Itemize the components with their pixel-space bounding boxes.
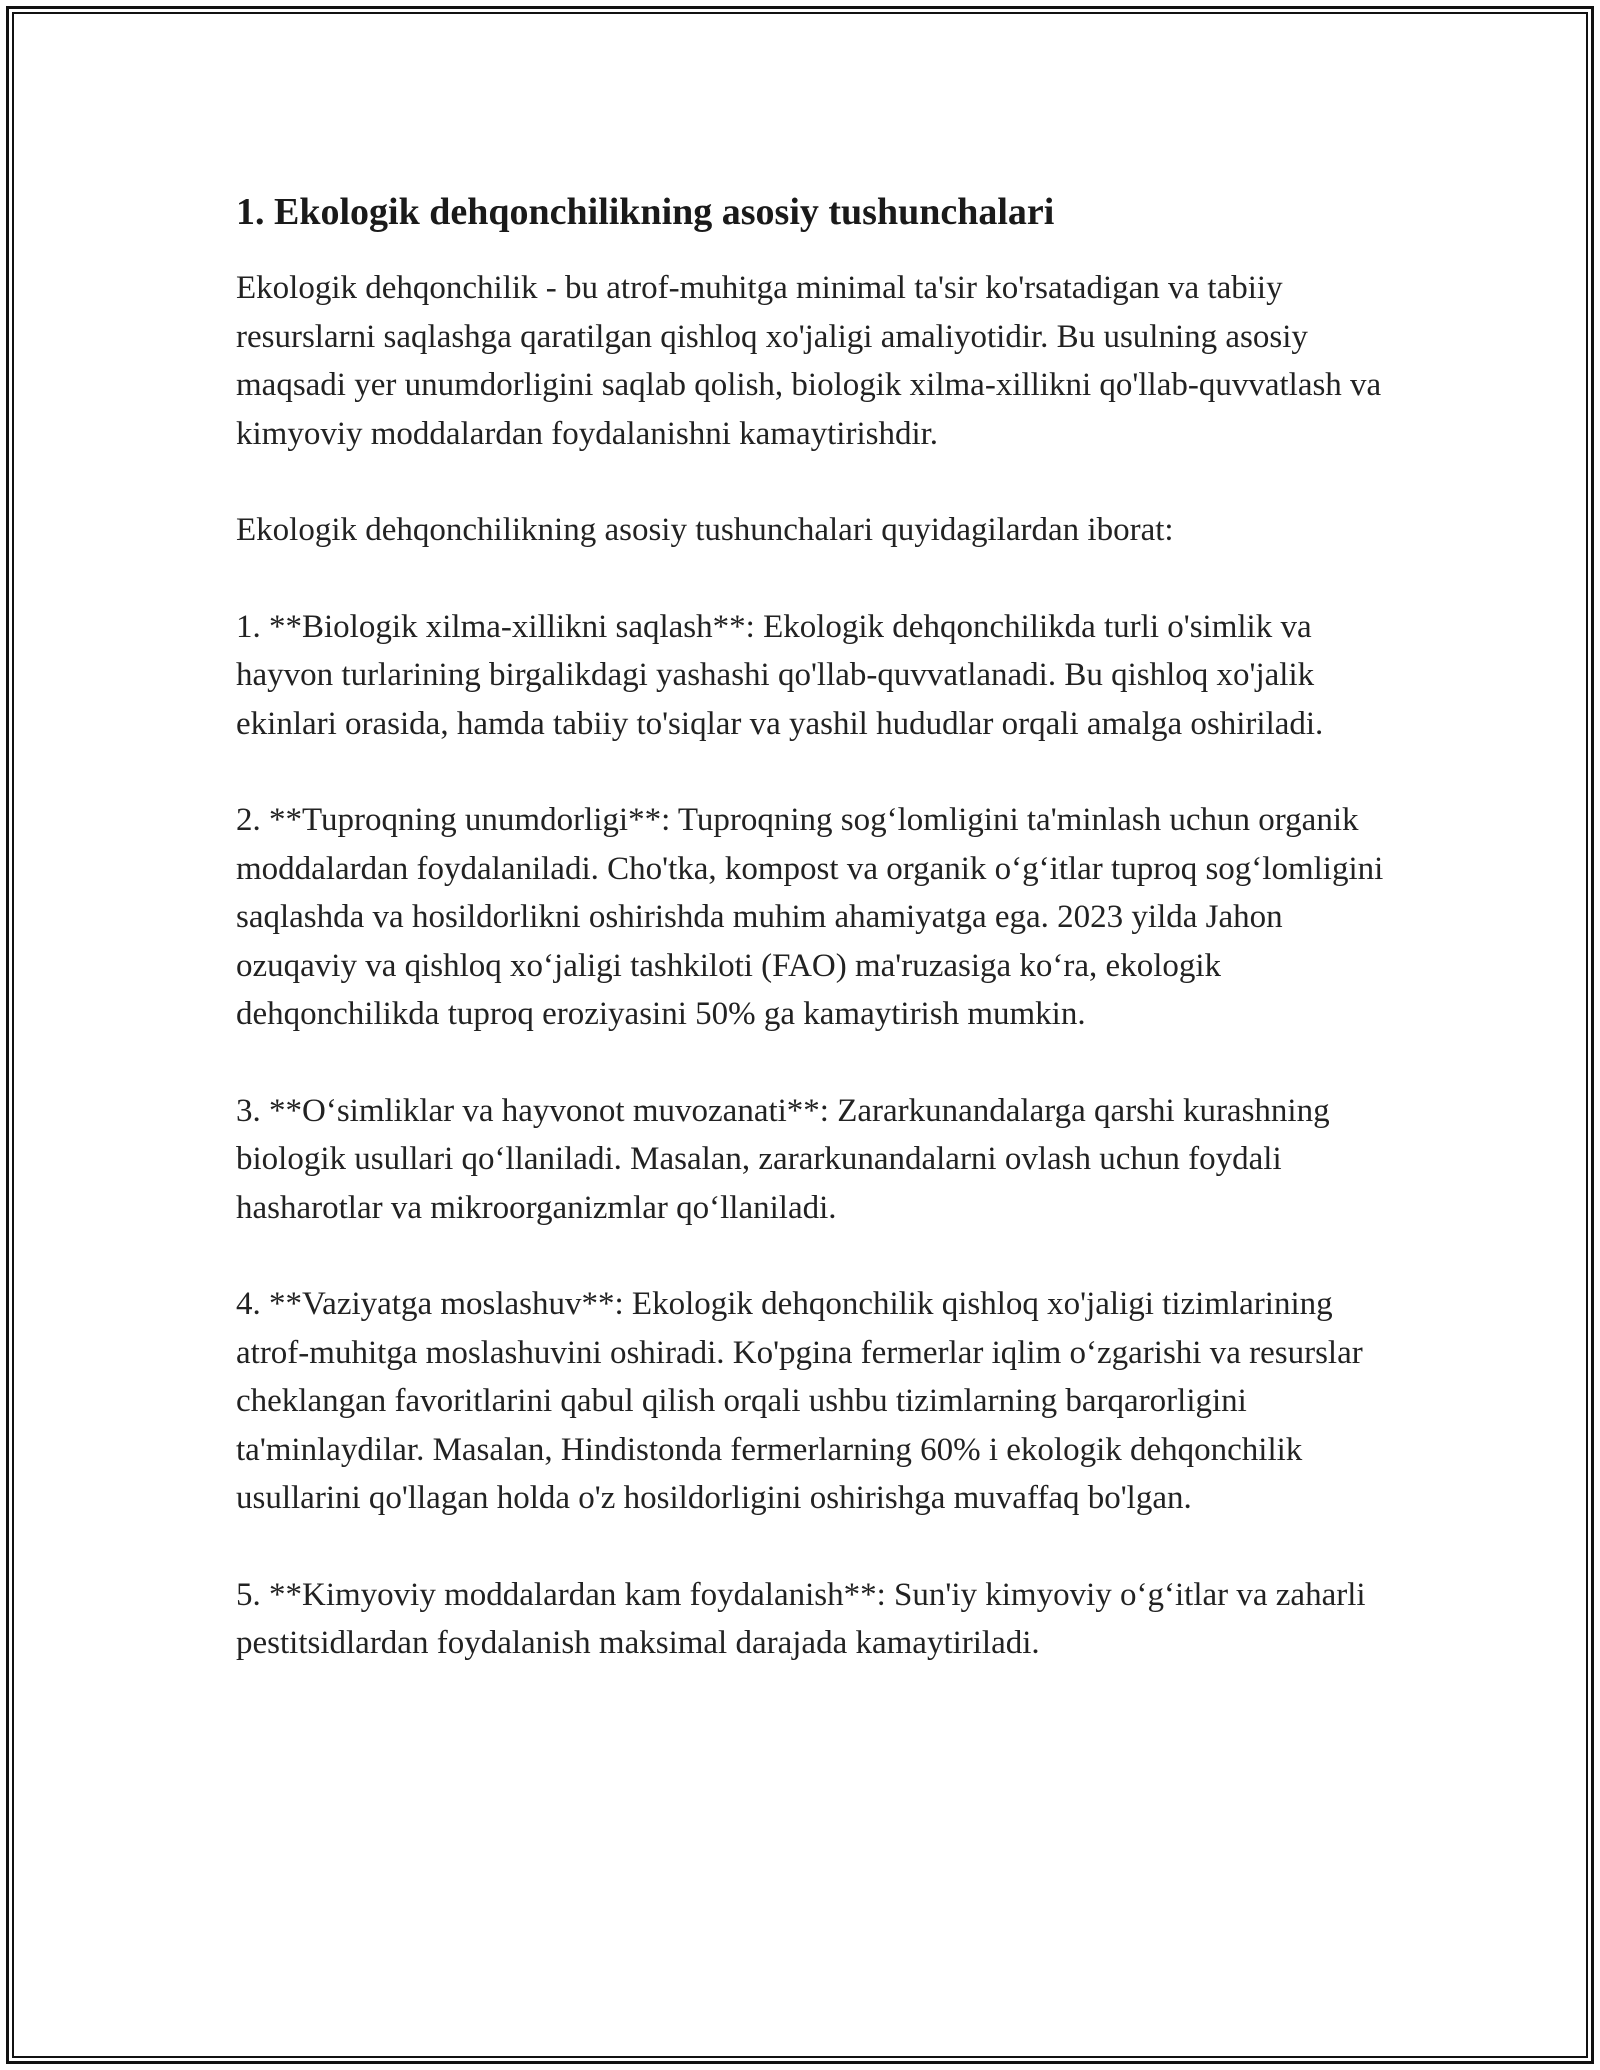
list-intro-paragraph: Ekologik dehqonchilikning asosiy tushunchalari quyidagilardan iborat: bbox=[236, 512, 1174, 548]
document-body bbox=[236, 186, 1386, 1716]
section-title: 1. Ekologik dehqonchilikning asosiy tushunchalari bbox=[236, 191, 1055, 233]
list-item-soil-fertility: 2. **Tuproqning unumdorligi**: Tuproqning sog‘lomligini ta'minlash uchun organik moddalardan foydalaniladi. Cho'tka, kompost va organik o‘g‘itlar tuproq sog‘lomligini saqlashda va hosildorlikni oshirishda muhim ahamiyatga ega. 2023 yilda Jahon ozuqaviy va qishloq xo‘jaligi tashkiloti (FAO) ma'ruzasiga ko‘ra, ekologik dehqonchilikda tuproq eroziyasini 50% ga kamaytirish mumkin. bbox=[236, 802, 1384, 1032]
intro-paragraph: Ekologik dehqonchilik - bu atrof-muhitga minimal ta'sir ko'rsatadigan va tabiiy resurslarni saqlashga qaratilgan qishloq xo'jaligi amaliyotidir. Bu usulning asosiy maqsadi yer unumdorligini saqlab qolish, biologik xilma-xillikni qo'llab-quvvatlash va kimyoviy moddalardan foydalanishni kamaytirishdir. bbox=[236, 270, 1382, 452]
list-item-adaptation: 4. **Vaziyatga moslashuv**: Ekologik dehqonchilik qishloq xo'jaligi tizimlarining atrof-muhitga moslashuvini oshiradi. Ko'pgina fermerlar iqlim o‘zgarishi va resurslar cheklangan favoritlarini qabul qilish orqali ushbu tizimlarning barqarorligini ta'minlaydilar. Masalan, Hindistonda fermerlarning 60% i ekologik dehqonchilik usullarini qo'llagan holda o'z hosildorligini oshirishga muvaffaq bo'lgan. bbox=[236, 1286, 1363, 1516]
list-item-biodiversity: 1. **Biologik xilma-xillikni saqlash**: Ekologik dehqonchilikda turli o'simlik va hayvon turlarining birgalikdagi yashashi qo'llab-quvvatlanadi. Bu qishloq xo'jalik ekinlari orasida, hamda tabiiy to'siqlar va yashil hududlar orqali amalga oshiriladi. bbox=[236, 608, 1324, 742]
list-item-chemical-reduction: 5. **Kimyoviy moddalardan kam foydalanish**: Sun'iy kimyoviy o‘g‘itlar va zaharli pestitsidlardan foydalanish maksimal darajada kamaytiriladi. bbox=[236, 1576, 1366, 1661]
list-item-plant-animal-balance: 3. **O‘simliklar va hayvonot muvozanati**: Zararkunandalarga qarshi kurashning biologik usullari qo‘llaniladi. Masalan, zararkunandalarni ovlash uchun foydali hasharotlar va mikroorganizmlar qo‘llaniladi. bbox=[236, 1092, 1330, 1226]
